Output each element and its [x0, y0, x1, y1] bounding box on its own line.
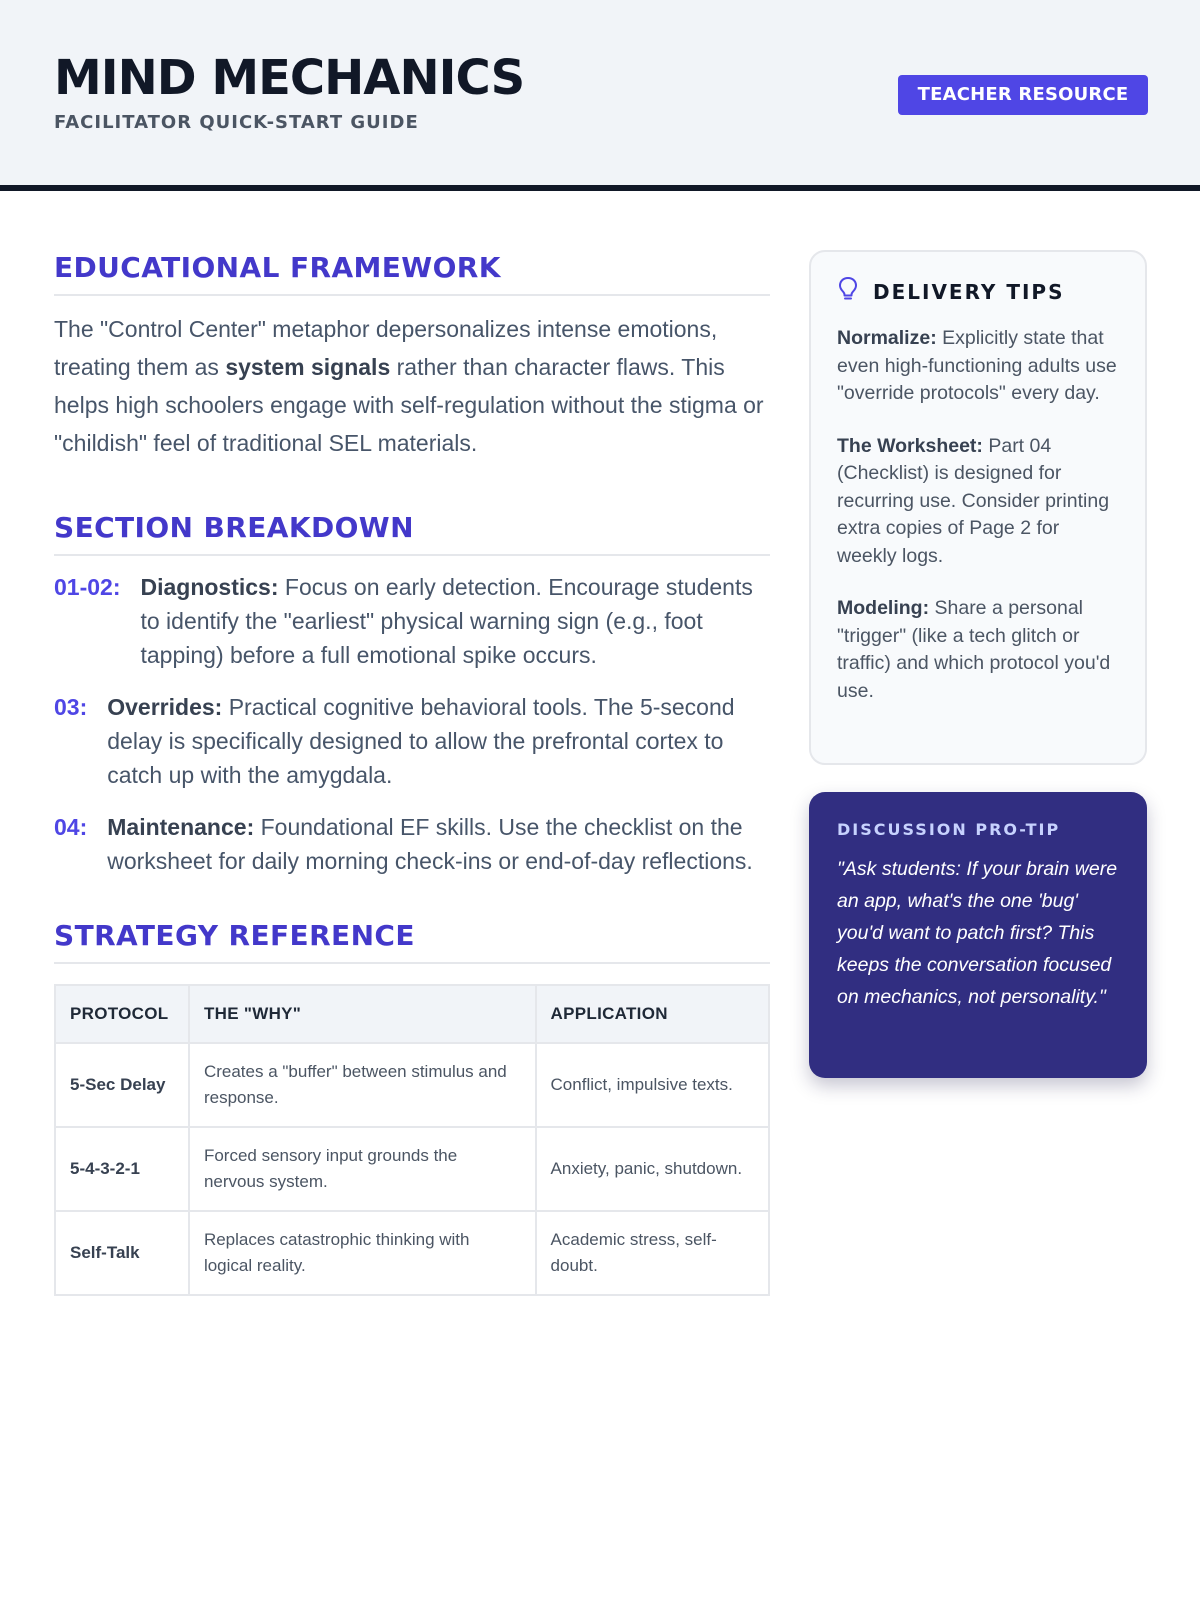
breakdown-text	[107, 810, 770, 878]
delivery-tips-card	[809, 250, 1147, 765]
table-row	[55, 1043, 769, 1127]
protip-quote: "Ask students: If your brain were an app, what's the one 'bug' you'd want to patch first? This keeps the conversation focused on mechanics, not personality."	[837, 858, 1118, 1008]
breakdown-number: 04:	[54, 814, 88, 840]
breakdown-text	[140, 570, 770, 672]
framework-paragraph	[54, 310, 770, 462]
protip-title: DISCUSSION PRO-TIP	[837, 820, 1061, 839]
protocol-cell: 5-Sec Delay	[55, 1043, 189, 1127]
tip-item	[837, 595, 1119, 705]
breakdown-description: Focus on early detection. Encourage students to identify the "earliest" physical warning sign (e.g., foot tapping) before a full emotional spike occurs.	[140, 574, 753, 668]
breakdown-description: Foundational EF skills. Use the checklist on the worksheet for daily morning check-ins or end-of-day reflections.	[107, 814, 753, 874]
column-header-why: THE "WHY"	[189, 985, 536, 1043]
lightbulb-icon	[837, 276, 873, 307]
tip-label: The Worksheet:	[837, 434, 983, 457]
column-header-protocol: PROTOCOL	[55, 985, 189, 1043]
table-row	[55, 1127, 769, 1211]
page-header	[0, 0, 1200, 191]
table-header-row	[55, 985, 769, 1043]
column-header-application: APPLICATION	[536, 985, 769, 1043]
framework-text-start: The "Control Center" metaphor depersonalizes intense emotions, treating them as	[54, 316, 718, 380]
breakdown-label: Maintenance:	[107, 814, 255, 840]
breakdown-item	[54, 810, 770, 878]
page-title: MIND MECHANICS	[54, 50, 525, 106]
breakdown-description: Practical cognitive behavioral tools. The 5-second delay is specifically designed to allow the prefrontal cortex to catch up with the amygdala.	[107, 694, 735, 788]
breakdown-number: 01-02:	[54, 574, 121, 600]
application-cell: Conflict, impulsive texts.	[536, 1043, 769, 1127]
tip-text: Part 04 (Checklist) is designed for recurring use. Consider printing extra copies of Page 2 for weekly logs.	[837, 434, 1110, 567]
strategy-table	[54, 984, 770, 1296]
breakdown-number: 03:	[54, 694, 88, 720]
protocol-cell: 5-4-3-2-1	[55, 1127, 189, 1211]
tip-item	[837, 433, 1119, 571]
tip-item	[837, 325, 1119, 408]
framework-text-end: rather than character flaws. This helps high schoolers engage with self-regulation without the stigma or "childish" feel of traditional SEL materials.	[54, 354, 764, 456]
table-row	[55, 1211, 769, 1295]
framework-text-bold: system signals	[225, 354, 391, 380]
why-cell: Creates a "buffer" between stimulus and response.	[189, 1043, 536, 1127]
protocol-cell: Self-Talk	[55, 1211, 189, 1295]
application-cell: Academic stress, self-doubt.	[536, 1211, 769, 1295]
framework-heading: EDUCATIONAL FRAMEWORK	[54, 250, 770, 296]
delivery-tips-title: DELIVERY TIPS	[873, 279, 1065, 304]
breakdown-heading: SECTION BREAKDOWN	[54, 510, 770, 556]
delivery-tips-header	[837, 276, 1119, 307]
tip-text: Share a personal "trigger" (like a tech glitch or traffic) and which protocol you'd use.	[837, 597, 1111, 702]
discussion-protip-card	[809, 792, 1147, 1078]
breakdown-label: Diagnostics:	[140, 574, 279, 600]
strategy-heading: STRATEGY REFERENCE	[54, 918, 770, 964]
tip-label: Normalize:	[837, 327, 937, 349]
breakdown-item	[54, 570, 770, 672]
breakdown-item	[54, 690, 770, 792]
main-content	[54, 250, 770, 1296]
why-cell: Replaces catastrophic thinking with logical reality.	[189, 1211, 536, 1295]
application-cell: Anxiety, panic, shutdown.	[536, 1127, 769, 1211]
breakdown-text	[107, 690, 770, 792]
tip-text: Explicitly state that even high-functioning adults use "override protocols" every day.	[837, 327, 1117, 404]
why-cell: Forced sensory input grounds the nervous system.	[189, 1127, 536, 1211]
teacher-resource-badge: TEACHER RESOURCE	[898, 75, 1148, 115]
page-subtitle: FACILITATOR QUICK-START GUIDE	[54, 112, 419, 133]
tip-label: Modeling:	[837, 597, 930, 619]
breakdown-label: Overrides:	[107, 694, 223, 720]
breakdown-list	[54, 570, 770, 878]
